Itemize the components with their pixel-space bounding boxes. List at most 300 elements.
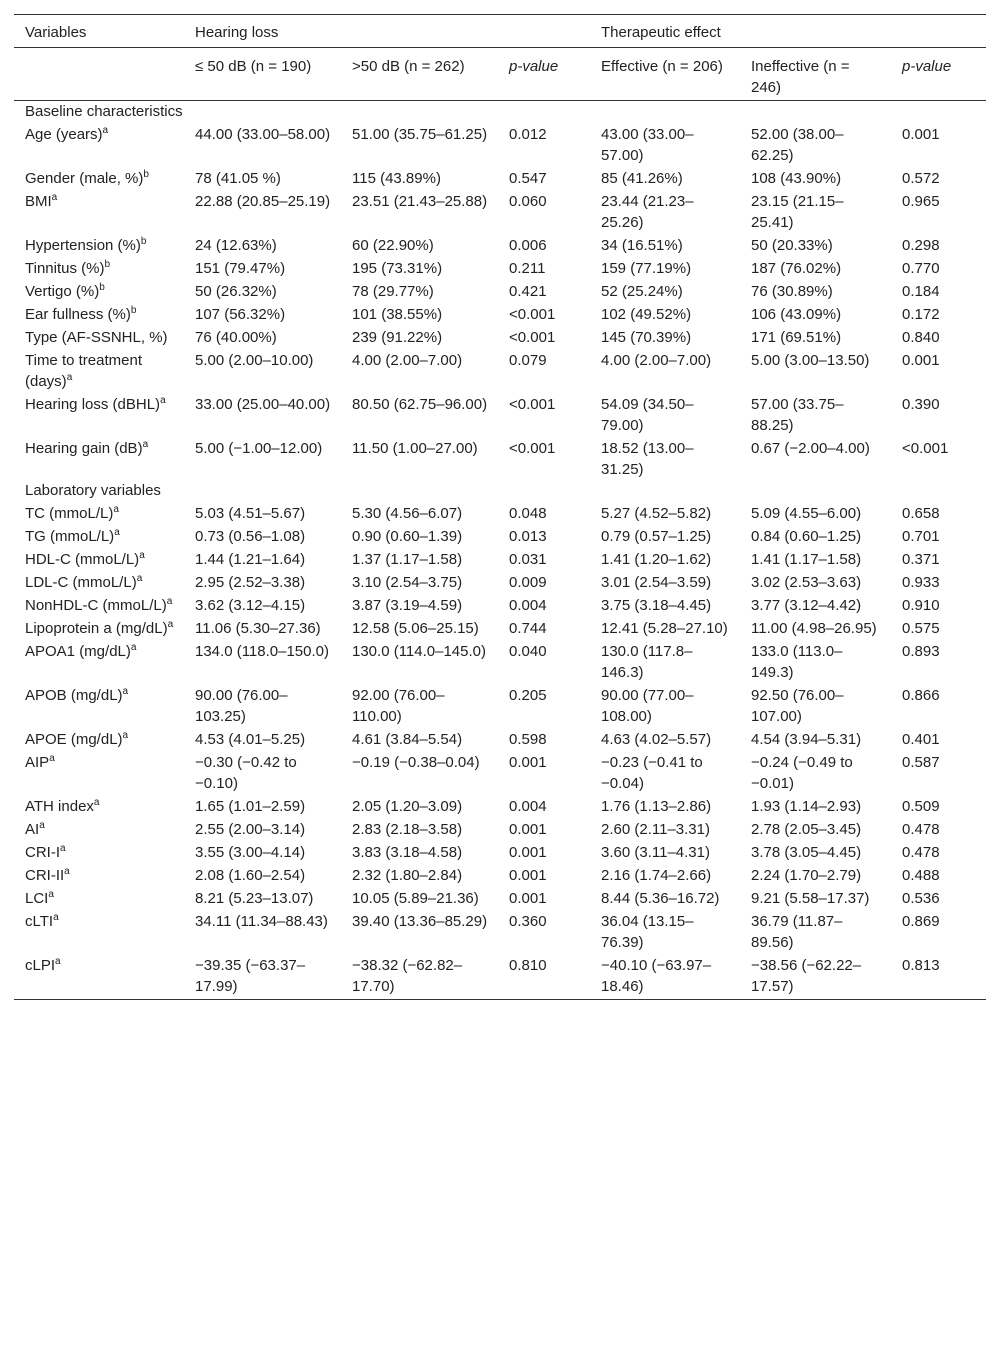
footnote-marker: a	[114, 527, 120, 538]
table-cell: <0.001	[902, 440, 949, 457]
table-cell: 0.390	[902, 396, 940, 413]
table-cell: 130.0 (114.0–145.0)	[352, 643, 486, 660]
table-cell: 3.83 (3.18–4.58)	[352, 844, 463, 861]
table-cell: 51.00 (35.75–61.25)	[352, 126, 488, 143]
table-cell: 0.004	[509, 597, 547, 614]
table-cell: 0.401	[902, 731, 940, 748]
section-empty-cell	[184, 480, 341, 501]
header-pvalue-2	[891, 48, 986, 101]
table-row	[14, 348, 986, 392]
table-cell: 115 (43.89%)	[352, 170, 441, 187]
table-cell: 4.54 (3.94–5.31)	[751, 731, 862, 748]
header-pvalue-1-text: p-value	[509, 58, 559, 75]
row-label	[14, 189, 184, 233]
row-label	[14, 436, 184, 480]
table-cell: 0.001	[509, 844, 547, 861]
row-label-text: Hypertension (%)	[25, 237, 141, 254]
row-label-text: Time to treatment (days)	[25, 352, 142, 390]
table-row	[14, 570, 986, 593]
table-cell: 239 (91.22%)	[352, 329, 443, 346]
table-cell: 8.44 (5.36–16.72)	[601, 890, 720, 907]
table-cell: 0.575	[902, 620, 940, 637]
table-cell: 43.00 (33.00–57.00)	[601, 126, 694, 164]
table-cell: 78 (29.77%)	[352, 283, 434, 300]
table-cell: 0.478	[902, 821, 940, 838]
table-cell: 0.536	[902, 890, 940, 907]
table-cell: 5.27 (4.52–5.82)	[601, 505, 712, 522]
table-row	[14, 639, 986, 683]
table-cell: 23.44 (21.23–25.26)	[601, 193, 694, 231]
footnote-marker: b	[143, 169, 149, 180]
table-cell: 130.0 (117.8–146.3)	[601, 643, 693, 681]
table-row	[14, 524, 986, 547]
table-row	[14, 886, 986, 909]
footnote-marker: a	[49, 753, 55, 764]
row-label	[14, 886, 184, 909]
table-row	[14, 616, 986, 639]
footnote-marker: a	[51, 192, 58, 203]
row-label-text: cLPI	[25, 957, 56, 974]
row-label-text: Ear fullness (%)	[25, 306, 131, 323]
row-label	[14, 817, 184, 840]
footnote-marker: a	[166, 596, 173, 607]
table-cell: 5.00 (−1.00–12.00)	[195, 440, 323, 457]
row-label	[14, 392, 184, 436]
table-cell: 11.50 (1.00–27.00)	[352, 440, 478, 457]
table-cell: 0.701	[902, 528, 940, 545]
table-cell: 4.00 (2.00–7.00)	[352, 352, 463, 369]
table-cell: −39.35 (−63.37–17.99)	[184, 953, 341, 1000]
table-row	[14, 863, 986, 886]
section-empty-cell	[498, 101, 590, 123]
table-cell: 0.172	[902, 306, 940, 323]
row-label	[14, 750, 184, 794]
table-row	[14, 501, 986, 524]
table-row	[14, 392, 986, 436]
table-cell: 1.41 (1.17–1.58)	[751, 551, 862, 568]
table-cell: 2.95 (2.52–3.38)	[195, 574, 306, 591]
section-empty-cell	[590, 480, 740, 501]
table-row	[14, 817, 986, 840]
table-cell: 0.079	[509, 352, 547, 369]
table-cell: 0.840	[902, 329, 940, 346]
table-cell: 0.360	[509, 913, 547, 930]
table-cell: 3.01 (2.54–3.59)	[601, 574, 712, 591]
table-cell: 101 (38.55%)	[352, 306, 443, 323]
row-label-text: APOA1 (mg/dL)	[25, 643, 131, 660]
section-empty-cell	[498, 480, 590, 501]
table-row	[14, 909, 986, 953]
row-label	[14, 616, 184, 639]
footnote-marker: a	[122, 686, 129, 697]
table-cell: 0.67 (−2.00–4.00)	[751, 440, 870, 457]
table-cell: <0.001	[509, 440, 556, 457]
table-cell: −38.32 (−62.82–17.70)	[341, 953, 498, 1000]
table-cell: 0.572	[902, 170, 940, 187]
table-cell: 2.55 (2.00–3.14)	[195, 821, 306, 838]
section-row	[14, 101, 986, 123]
footnote-marker: a	[60, 843, 66, 854]
data-table	[14, 14, 986, 1000]
table-cell: 5.00 (3.00–13.50)	[751, 352, 870, 369]
row-label	[14, 279, 184, 302]
table-cell: 57.00 (33.75–88.25)	[751, 396, 844, 434]
table-cell: 0.813	[891, 953, 986, 1000]
row-label	[14, 909, 184, 953]
table-cell: 90.00 (76.00–103.25)	[195, 687, 288, 725]
table-row	[14, 750, 986, 794]
table-cell: 2.78 (2.05–3.45)	[751, 821, 862, 838]
row-label	[14, 593, 184, 616]
footnote-marker: a	[102, 125, 109, 136]
table-cell: 0.866	[902, 687, 940, 704]
table-cell: 0.048	[509, 505, 547, 522]
table-cell: 0.893	[902, 643, 940, 660]
table-cell: 0.004	[509, 798, 547, 815]
footnote-marker: a	[64, 866, 70, 877]
table-cell: <0.001	[509, 329, 556, 346]
table-cell: 1.44 (1.21–1.64)	[195, 551, 306, 568]
row-label	[14, 501, 184, 524]
table-cell: 22.88 (20.85–25.19)	[195, 193, 331, 210]
table-cell: −0.19 (−0.38–0.04)	[352, 754, 480, 771]
table-cell: 39.40 (13.36–85.29)	[352, 913, 488, 930]
table-cell: 0.84 (0.60–1.25)	[751, 528, 862, 545]
footnote-marker: b	[104, 259, 111, 270]
section-empty-cell	[341, 480, 498, 501]
table-cell: 34 (16.51%)	[601, 237, 683, 254]
footnote-marker: a	[130, 642, 137, 653]
table-cell: 0.001	[509, 821, 547, 838]
table-cell: 3.02 (2.53–3.63)	[751, 574, 862, 591]
footnote-marker: a	[66, 372, 73, 383]
row-label-text: CRI-II	[25, 867, 65, 884]
table-body	[14, 101, 986, 1000]
table-cell: 0.744	[509, 620, 547, 637]
table-row	[14, 166, 986, 189]
table-cell: 0.001	[902, 352, 940, 369]
table-cell: 0.012	[509, 126, 547, 143]
footnote-marker: b	[140, 236, 147, 247]
table-cell: 133.0 (113.0–149.3)	[751, 643, 843, 681]
row-label	[14, 547, 184, 570]
row-label-text: HDL-C (mmoL/L)	[25, 551, 140, 568]
table-cell: 52 (25.24%)	[601, 283, 683, 300]
table-cell: 5.09 (4.55–6.00)	[751, 505, 862, 522]
row-label	[14, 524, 184, 547]
row-label-text: Gender (male, %)	[25, 170, 144, 187]
footnote-marker: a	[39, 820, 45, 831]
table-cell: 33.00 (25.00–40.00)	[195, 396, 331, 413]
footnote-marker: a	[139, 550, 145, 561]
row-label	[14, 639, 184, 683]
row-label-text: LCI	[25, 890, 49, 907]
table-cell: 0.587	[902, 754, 940, 771]
table-cell: 195 (73.31%)	[352, 260, 443, 277]
table-cell: 10.05 (5.89–21.36)	[352, 890, 479, 907]
header-row-subgroups	[14, 48, 986, 101]
table-cell: −0.30 (−0.42 to −0.10)	[195, 754, 297, 792]
table-cell: 0.79 (0.57–1.25)	[601, 528, 712, 545]
row-label-text: Vertigo (%)	[25, 283, 100, 300]
table-cell: 3.55 (3.00–4.14)	[195, 844, 306, 861]
row-label	[14, 863, 184, 886]
header-variables: Variables	[14, 15, 184, 48]
table-cell: 3.10 (2.54–3.75)	[352, 574, 463, 591]
row-label	[14, 683, 184, 727]
table-cell: 1.93 (1.14–2.93)	[751, 798, 862, 815]
section-title: Baseline characteristics	[25, 103, 183, 120]
table-cell: 4.00 (2.00–7.00)	[601, 352, 712, 369]
table-cell: 36.79 (11.87–89.56)	[751, 913, 843, 951]
table-cell: 0.547	[509, 170, 547, 187]
footnote-marker: a	[122, 730, 129, 741]
header-ineffective: Ineffective (n = 246)	[740, 48, 891, 101]
table-row	[14, 436, 986, 480]
table-cell: 1.41 (1.20–1.62)	[601, 551, 712, 568]
section-empty-cell	[891, 101, 986, 123]
footnote-marker: a	[48, 889, 54, 900]
footnote-marker: a	[167, 619, 174, 630]
table-cell: −40.10 (−63.97–18.46)	[590, 953, 740, 1000]
footnote-marker: a	[93, 797, 100, 808]
table-cell: 2.83 (2.18–3.58)	[352, 821, 463, 838]
table-cell: 0.598	[509, 731, 547, 748]
row-label-text: CRI-I	[25, 844, 60, 861]
table-cell: 0.060	[509, 193, 547, 210]
table-row	[14, 122, 986, 166]
table-cell: 3.62 (3.12–4.15)	[195, 597, 306, 614]
row-label-text: ATH index	[25, 798, 94, 815]
table-cell: 2.05 (1.20–3.09)	[352, 798, 463, 815]
table-cell: 50 (26.32%)	[195, 283, 277, 300]
row-label-text: Type (AF-SSNHL, %)	[25, 329, 168, 346]
table-row	[14, 683, 986, 727]
table-cell: 0.90 (0.60–1.39)	[352, 528, 463, 545]
table-cell: 2.24 (1.70–2.79)	[751, 867, 862, 884]
table-cell: 0.013	[509, 528, 547, 545]
table-row	[14, 279, 986, 302]
table-cell: 4.53 (4.01–5.25)	[195, 731, 306, 748]
table-row	[14, 794, 986, 817]
table-cell: 5.03 (4.51–5.67)	[195, 505, 306, 522]
table-cell: 0.933	[902, 574, 940, 591]
row-label-text: NonHDL-C (mmoL/L)	[25, 597, 167, 614]
table-cell: 0.910	[902, 597, 940, 614]
footnote-marker: a	[136, 573, 143, 584]
table-row	[14, 325, 986, 348]
table-cell: −0.23 (−0.41 to −0.04)	[601, 754, 703, 792]
row-label-text: APOB (mg/dL)	[25, 687, 123, 704]
section-row	[14, 480, 986, 501]
row-label-text: Hearing loss (dBHL)	[25, 396, 161, 413]
table-cell: <0.001	[509, 396, 556, 413]
table-cell: 18.52 (13.00–31.25)	[601, 440, 694, 478]
table-cell: 0.965	[902, 193, 940, 210]
row-label-text: AI	[25, 821, 40, 838]
row-label-text: LDL-C (mmoL/L)	[25, 574, 137, 591]
table-row	[14, 233, 986, 256]
table-cell: 11.00 (4.98–26.95)	[751, 620, 877, 637]
header-le50: ≤ 50 dB (n = 190)	[184, 48, 341, 101]
table-cell: 2.16 (1.74–2.66)	[601, 867, 712, 884]
row-label	[14, 256, 184, 279]
table-cell: 76 (40.00%)	[195, 329, 277, 346]
table-cell: 145 (70.39%)	[601, 329, 692, 346]
table-cell: 0.001	[509, 867, 547, 884]
table-cell: 171 (69.51%)	[751, 329, 842, 346]
table-cell: 187 (76.02%)	[751, 260, 842, 277]
row-label-text: Hearing gain (dB)	[25, 440, 143, 457]
row-label	[14, 166, 184, 189]
row-label-text: TC (mmoL/L)	[25, 505, 114, 522]
section-empty-cell	[184, 101, 341, 123]
table-cell: 0.001	[509, 890, 547, 907]
table-cell: 23.15 (21.15–25.41)	[751, 193, 844, 231]
table-row	[14, 727, 986, 750]
table-cell: −0.24 (−0.49 to −0.01)	[751, 754, 853, 792]
header-hearing-loss: Hearing loss	[184, 15, 590, 48]
row-label-text: TG (mmoL/L)	[25, 528, 115, 545]
table-cell: 0.006	[509, 237, 547, 254]
table-cell: 3.87 (3.19–4.59)	[352, 597, 463, 614]
row-label	[14, 325, 184, 348]
table-cell: 60 (22.90%)	[352, 237, 434, 254]
footnote-marker: a	[160, 395, 166, 406]
table-cell: 12.41 (5.28–27.10)	[601, 620, 728, 637]
row-label	[14, 840, 184, 863]
header-therapeutic-effect: Therapeutic effect	[590, 15, 986, 48]
header-row-groups	[14, 15, 986, 48]
section-title: Laboratory variables	[25, 482, 161, 499]
row-label	[14, 233, 184, 256]
table-cell: −38.56 (−62.22–17.57)	[740, 953, 891, 1000]
table-row	[14, 189, 986, 233]
table-cell: 0.001	[902, 126, 940, 143]
row-label-text: Tinnitus (%)	[25, 260, 105, 277]
table-cell: 34.11 (11.34–88.43)	[195, 913, 328, 930]
table-cell: 36.04 (13.15–76.39)	[601, 913, 694, 951]
table-row	[14, 953, 986, 1000]
table-cell: 0.658	[902, 505, 940, 522]
table-cell: 3.75 (3.18–4.45)	[601, 597, 712, 614]
table-cell: 90.00 (77.00–108.00)	[601, 687, 694, 725]
row-label-text: APOE (mg/dL)	[25, 731, 123, 748]
table-cell: 0.869	[902, 913, 940, 930]
table-cell: 0.205	[509, 687, 547, 704]
table-cell: 0.488	[902, 867, 940, 884]
table-cell: 0.001	[509, 754, 547, 771]
table-cell: 3.77 (3.12–4.42)	[751, 597, 862, 614]
table-cell: 0.211	[509, 260, 546, 277]
section-empty-cell	[590, 101, 740, 123]
table-cell: 80.50 (62.75–96.00)	[352, 396, 488, 413]
table-cell: 2.08 (1.60–2.54)	[195, 867, 306, 884]
section-empty-cell	[341, 101, 498, 123]
table-cell: 0.478	[902, 844, 940, 861]
table-cell: 102 (49.52%)	[601, 306, 692, 323]
table-cell: 1.37 (1.17–1.58)	[352, 551, 463, 568]
row-label	[14, 953, 184, 1000]
table-cell: 76 (30.89%)	[751, 283, 833, 300]
table-cell: 54.09 (34.50–79.00)	[601, 396, 694, 434]
row-label	[14, 302, 184, 325]
table-cell: 0.009	[509, 574, 547, 591]
table-cell: 3.60 (3.11–4.31)	[601, 844, 710, 861]
table-cell: 5.30 (4.56–6.07)	[352, 505, 463, 522]
header-blank	[14, 48, 184, 101]
table-cell: 0.298	[902, 237, 940, 254]
table-row	[14, 840, 986, 863]
table-cell: 85 (41.26%)	[601, 170, 683, 187]
table-cell: 108 (43.90%)	[751, 170, 842, 187]
table-cell: 107 (56.32%)	[195, 306, 286, 323]
row-label-text: cLTI	[25, 913, 54, 930]
table-cell: 0.770	[902, 260, 940, 277]
table-cell: 0.810	[498, 953, 590, 1000]
table-cell: 2.32 (1.80–2.84)	[352, 867, 463, 884]
row-label-text: AIP	[25, 754, 50, 771]
table-cell: 0.421	[509, 283, 547, 300]
table-cell: 0.509	[902, 798, 940, 815]
table-cell: 134.0 (118.0–150.0)	[195, 643, 329, 660]
table-cell: 24 (12.63%)	[195, 237, 277, 254]
row-label	[14, 570, 184, 593]
table-cell: 0.371	[902, 551, 940, 568]
header-pvalue-2-text: p-value	[902, 58, 952, 75]
table-cell: <0.001	[509, 306, 556, 323]
table-cell: 4.63 (4.02–5.57)	[601, 731, 712, 748]
table-cell: 92.00 (76.00–110.00)	[352, 687, 445, 725]
section-empty-cell	[891, 480, 986, 501]
table-cell: 23.51 (21.43–25.88)	[352, 193, 488, 210]
section-empty-cell	[740, 480, 891, 501]
row-label	[14, 727, 184, 750]
table-cell: 8.21 (5.23–13.07)	[195, 890, 314, 907]
footnote-marker: a	[55, 956, 61, 967]
table-cell: 4.61 (3.84–5.54)	[352, 731, 463, 748]
table-cell: 159 (77.19%)	[601, 260, 692, 277]
row-label-text: BMI	[25, 193, 52, 210]
footnote-marker: a	[53, 912, 59, 923]
table-row	[14, 547, 986, 570]
table-cell: 0.184	[902, 283, 940, 300]
table-cell: 0.031	[509, 551, 547, 568]
table-cell: 92.50 (76.00–107.00)	[751, 687, 844, 725]
table-container	[14, 14, 986, 1000]
table-cell: 151 (79.47%)	[195, 260, 286, 277]
footnote-marker: a	[113, 504, 119, 515]
table-cell: 9.21 (5.58–17.37)	[751, 890, 870, 907]
table-cell: 5.00 (2.00–10.00)	[195, 352, 314, 369]
table-cell: 0.73 (0.56–1.08)	[195, 528, 306, 545]
table-cell: 44.00 (33.00–58.00)	[195, 126, 331, 143]
table-cell: 3.78 (3.05–4.45)	[751, 844, 862, 861]
table-row	[14, 302, 986, 325]
table-cell: 50 (20.33%)	[751, 237, 833, 254]
table-row	[14, 256, 986, 279]
table-cell: 1.76 (1.13–2.86)	[601, 798, 712, 815]
row-label	[14, 348, 184, 392]
table-cell: 11.06 (5.30–27.36)	[195, 620, 321, 637]
table-cell: 1.65 (1.01–2.59)	[195, 798, 306, 815]
row-label-text: Lipoprotein a (mg/dL)	[25, 620, 168, 637]
table-cell: 0.040	[509, 643, 547, 660]
row-label	[14, 794, 184, 817]
section-empty-cell	[740, 101, 891, 123]
table-cell: 12.58 (5.06–25.15)	[352, 620, 479, 637]
header-effective: Effective (n = 206)	[590, 48, 740, 101]
